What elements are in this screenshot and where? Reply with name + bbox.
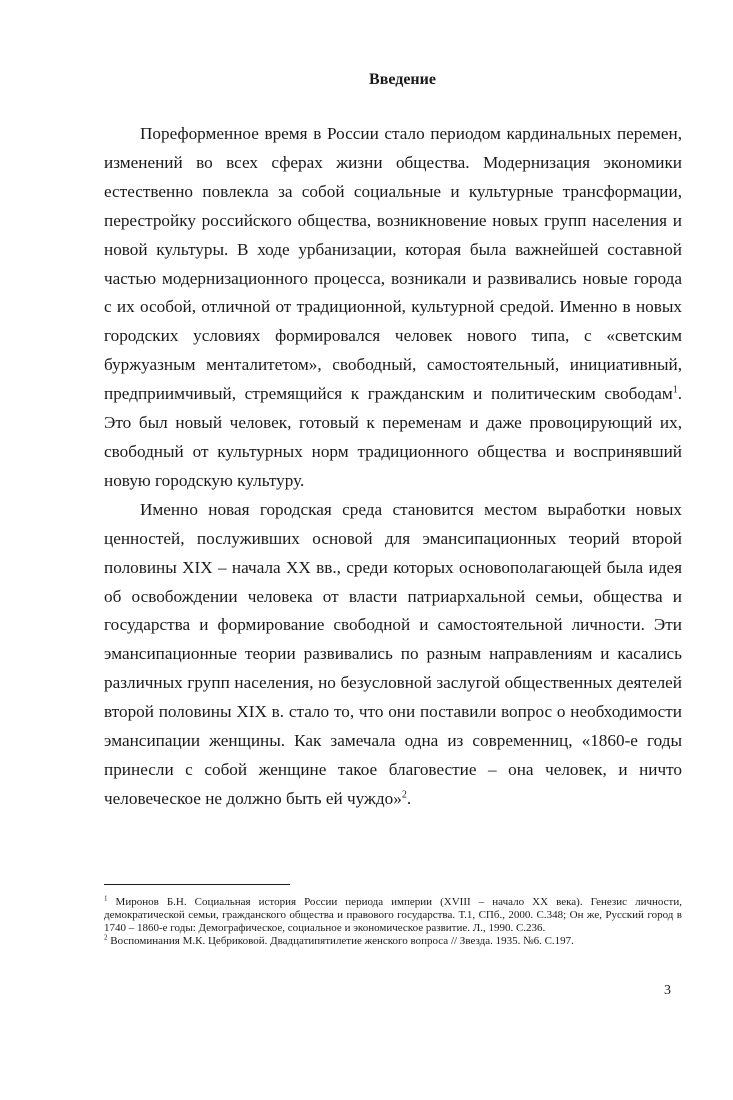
footnote-ref-2[interactable]: 2: [401, 789, 407, 801]
footnote-divider: [104, 884, 290, 885]
paragraph-2-text: Именно новая городская среда становится местом выработки новых ценностей, послуживших основой для эмансипационных теорий второй половины XIX – начала XX вв., среди которых основополагающей была идея об освобождении человека от власти патриархальной семьи, общества и государства и формирование свободной и самостоятельной личности. Эти эмансипационные теории развивались по разным направлениям и касались различных групп населения, но безусловной заслугой общественных деятелей второй половины XIX в. стало то, что они поставили вопрос о необходимости эмансипации женщины. Как замечала одна из современниц, «1860-е годы принесли с собой женщине такое благовестие – она человек, и ничто человеческое не должно быть ей чуждо»: [104, 499, 682, 808]
body-text: [104, 120, 682, 814]
page-number: 3: [664, 983, 671, 998]
footnote-2-mark: 2: [104, 933, 108, 942]
footnote-1-mark: 1: [104, 894, 108, 903]
page-title: Введение: [369, 71, 436, 88]
footnote-1: [104, 896, 682, 935]
paragraph-1-text: Пореформенное время в России стало периодом кардинальных перемен, изменений во всех сферах жизни общества. Модернизация экономики естественно повлекла за собой социальные и культурные трансформации, перестройку российского общества, возникновение новых групп населения и новой культуры. В ходе урбанизации, которая была важнейшей составной частью модернизационного процесса, возникали и развивались новые города с их особой, отличной от традиционной, культурной средой. Именно в новых городских условиях формировался человек нового типа, с «светским буржуазным менталитетом», свободный, самостоятельный, инициативный, предприимчивый, стремящийся к гражданским и политическим свободам: [104, 124, 682, 404]
footnote-2: [104, 935, 682, 948]
footnote-1-text: Миронов Б.Н. Социальная история России периода империи (XVIII – начало XX века). Генезис личности, демократической семьи, гражданского общества и правового государства. Т.1, СПб., 2000. С.348; Он же, Русский город в 1740 – 1860-е годы: Демографическое, социальное и экономическое развитие. Л., 1990. С.236.: [104, 896, 682, 934]
paragraph-1-tail: . Это был новый человек, готовый к переменам и даже провоцирующий их, свободный от культурных норм традиционного общества и воспринявший новую городскую культуру.: [104, 384, 682, 490]
paragraph-2: [104, 496, 682, 814]
paragraph-1: [104, 120, 682, 496]
footnote-ref-1[interactable]: 1: [672, 384, 678, 396]
footnotes: [104, 896, 682, 948]
paragraph-2-tail: .: [406, 788, 412, 808]
footnote-2-text: Воспоминания М.К. Цебриковой. Двадцатипятилетие женского вопроса // Звезда. 1935. №6. С.197.: [107, 935, 574, 947]
